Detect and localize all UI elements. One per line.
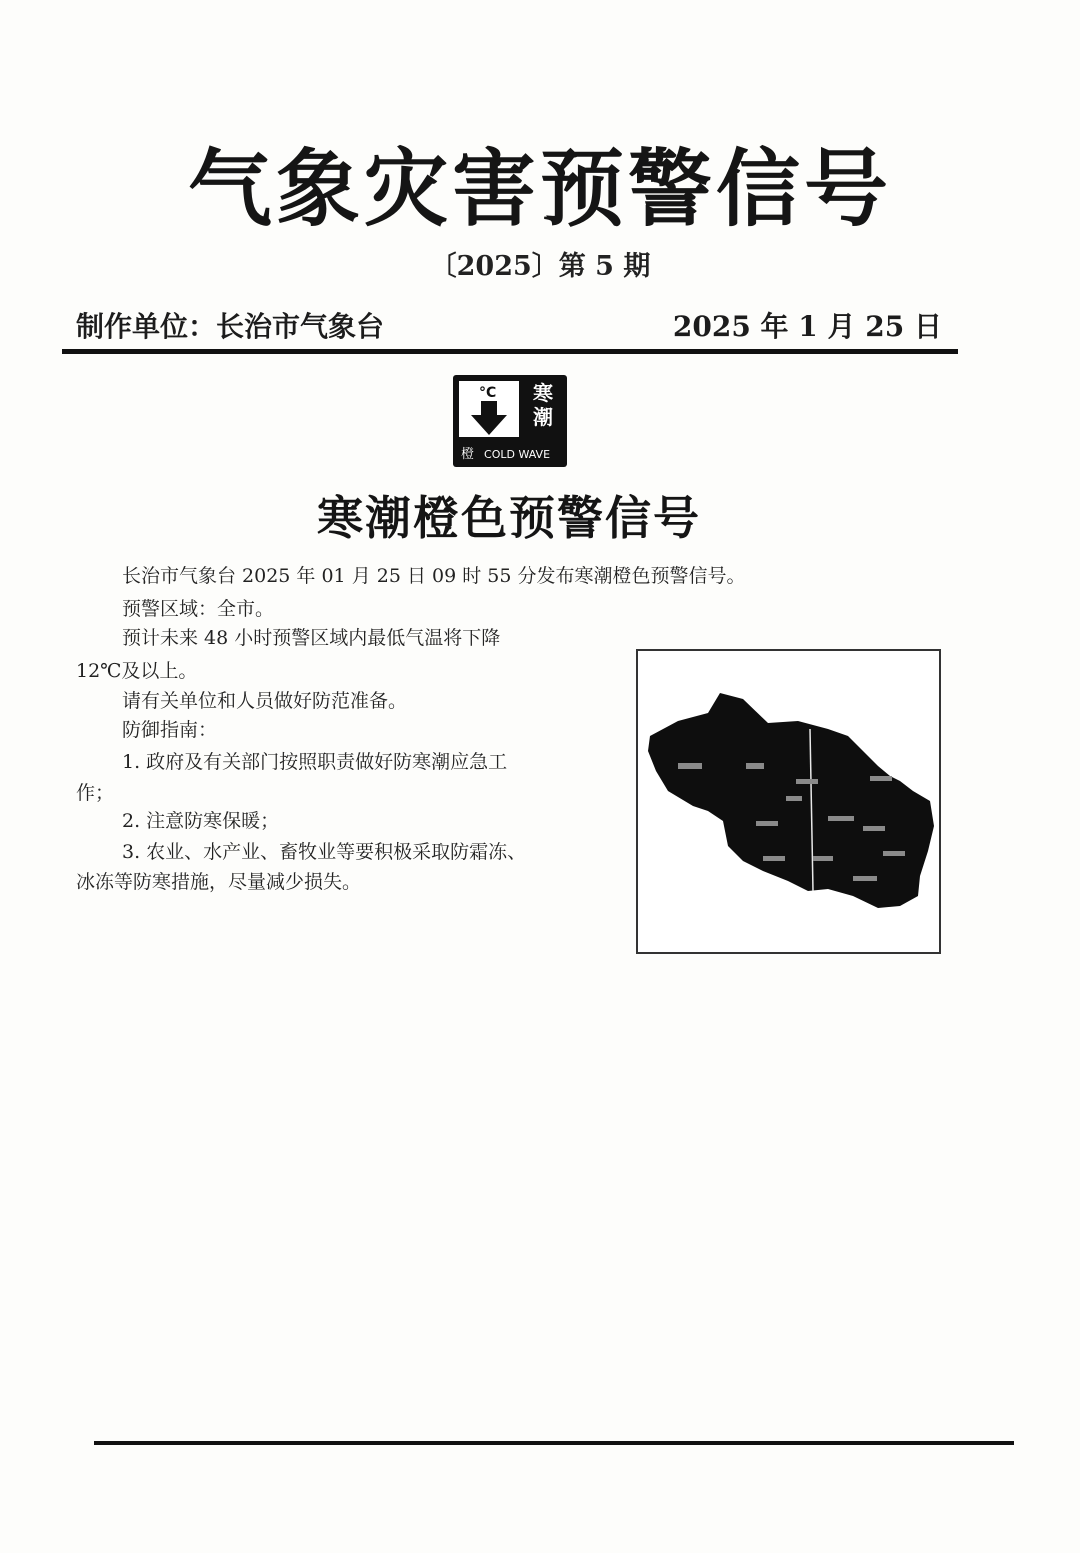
guide-item-2: 2. 注意防寒保暖； bbox=[122, 810, 280, 832]
issue-statement: 长治市气象台 2025 年 01 月 25 日 09 时 55 分发布寒潮橙色预警信号。 bbox=[122, 565, 746, 587]
forecast-line-1: 预计未来 48 小时预警区域内最低气温将下降 bbox=[122, 627, 501, 649]
warning-area-map bbox=[636, 649, 941, 954]
issue-number: 〔2025〕第 5 期 bbox=[429, 251, 651, 282]
issuing-unit: 制作单位：长治市气象台 bbox=[76, 310, 385, 343]
region-map-graphic bbox=[638, 651, 939, 952]
icon-english-label: COLD WAVE bbox=[484, 448, 551, 461]
icon-chinese-label bbox=[525, 381, 561, 429]
degree-label: °C bbox=[479, 385, 497, 401]
icon-char-1: 寒 bbox=[533, 381, 553, 405]
guide-item-3-cont: 冰冻等防寒措施，尽量减少损失。 bbox=[76, 871, 362, 893]
header-divider bbox=[62, 349, 958, 354]
guide-item-1: 1. 政府及有关部门按照职责做好防寒潮应急工 bbox=[122, 751, 508, 773]
level-char: 橙 bbox=[461, 447, 475, 462]
advice-text: 请有关单位和人员做好防范准备。 bbox=[122, 690, 408, 712]
footer-divider bbox=[94, 1441, 1014, 1445]
icon-symbol-box bbox=[459, 381, 519, 437]
guide-item-1-cont: 作； bbox=[76, 782, 115, 804]
forecast-line-2: 12℃及以上。 bbox=[76, 660, 198, 682]
guide-heading: 防御指南： bbox=[122, 719, 218, 741]
down-arrow-icon bbox=[469, 401, 509, 435]
warning-region: 预警区域：全市。 bbox=[122, 598, 275, 620]
cold-wave-warning-icon bbox=[453, 375, 567, 467]
icon-char-2: 潮 bbox=[533, 405, 553, 429]
warning-title: 寒潮橙色预警信号 bbox=[317, 491, 701, 545]
icon-footer bbox=[461, 443, 550, 462]
issue-date: 2025 年 1 月 25 日 bbox=[672, 310, 942, 343]
document-title: 气象灾害预警信号 bbox=[187, 140, 892, 238]
guide-item-3: 3. 农业、水产业、畜牧业等要积极采取防霜冻、 bbox=[122, 841, 527, 863]
